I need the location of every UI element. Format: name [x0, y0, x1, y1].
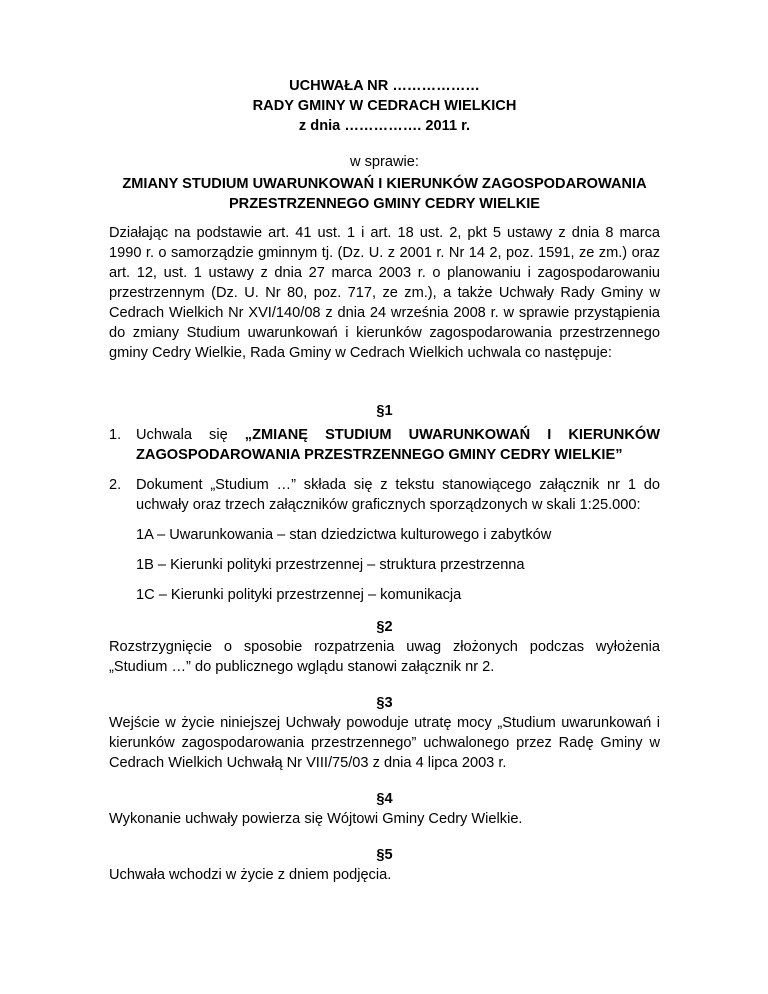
section-1-sign: §1 [376, 403, 393, 419]
annex-1a: 1A – Uwarunkowania – stan dziedzictwa kulturowego i zabytków [136, 527, 552, 543]
section-3-text: Wejście w życie niniejszej Uchwały powoduje utratę mocy „Studium uwarunkowań i kierunków zagospodarowania przestrzennego” uchwalonego przez Radę Gminy w Cedrach Wielkich Uchwałą Nr VIII/75/03 z dnia 4 lipca 2003 r. [109, 715, 660, 771]
section-5-text: Uchwała wchodzi w życie z dniem podjęcia. [109, 867, 392, 883]
list-item-1-number: 1. [109, 427, 122, 443]
resolution-date: z dnia ……………. 2011 r. [298, 118, 471, 134]
section-2-text: Rozstrzygnięcie o sposobie rozpatrzenia uwag złożonych podczas wyłożenia „Studium …” do publicznego wglądu stanowi załącznik nr 2. [109, 639, 660, 675]
resolution-number: UCHWAŁA NR ……………… [289, 78, 480, 94]
annex-1b: 1B – Kierunki polityki przestrzennej – struktura przestrzenna [136, 557, 525, 573]
subject-line-2: PRZESTRZENNEGO GMINY CEDRY WIELKIE [228, 196, 541, 212]
preamble-paragraph: Działając na podstawie art. 41 ust. 1 i art. 18 ust. 2, pkt 5 ustawy z dnia 8 marca 1990 r. o samorządzie gminnym tj. (Dz. U. z 2001 r. Nr 14 2, poz. 1591, ze zm.) oraz art. 12, ust. 1 ustawy z dnia 27 marca 2003 r. o planowaniu i zagospodarowaniu przestrzennym (Dz. U. Nr 80, poz. 717, ze zm.), a także Uchwały Rady Gminy w Cedrach Wielkich Nr XVI/140/08 z dnia 24 września 2008 r. w sprawie przystąpienia do zmiany Studium uwarunkowań i kierunków zagospodarowania przestrzennego gminy Cedry Wielkie, Rada Gminy w Cedrach Wielkich uchwala co następuje: [109, 225, 660, 361]
resolution-subject [109, 174, 660, 214]
subject-line-1: ZMIANY STUDIUM UWARUNKOWAŃ I KIERUNKÓW ZAGOSPODAROWANIA [122, 176, 647, 192]
section-4-sign: §4 [376, 791, 393, 807]
list-item-2-number: 2. [109, 477, 122, 493]
list-item-1-prefix: Uchwala się [136, 427, 245, 443]
section-2-sign: §2 [376, 619, 393, 635]
section-3-sign: §3 [376, 695, 393, 711]
resolution-header [109, 76, 660, 136]
list-item-1 [109, 425, 660, 465]
annex-1c: 1C – Kierunki polityki przestrzennej – komunikacja [136, 587, 462, 603]
section-4-text: Wykonanie uchwały powierza się Wójtowi Gminy Cedry Wielkie. [109, 811, 523, 827]
list-item-1-body [136, 425, 660, 465]
list-item-2 [109, 475, 660, 515]
section-1-list [109, 425, 660, 515]
list-item-1-title: „ZMIANĘ STUDIUM UWARUNKOWAŃ I KIERUNKÓW ZAGOSPODAROWANIA PRZESTRZENNEGO GMINY CEDRY WIELKIE” [136, 427, 661, 463]
in-matter-of-label: w sprawie: [350, 154, 419, 170]
council-name: RADY GMINY W CEDRACH WIELKICH [252, 98, 517, 114]
list-item-2-body: Dokument „Studium …” składa się z tekstu stanowiącego załącznik nr 1 do uchwały oraz trzech załączników graficznych sporządzonych w skali 1:25.000: [136, 477, 660, 513]
document-content [109, 76, 660, 885]
section-5-sign: §5 [376, 847, 393, 863]
